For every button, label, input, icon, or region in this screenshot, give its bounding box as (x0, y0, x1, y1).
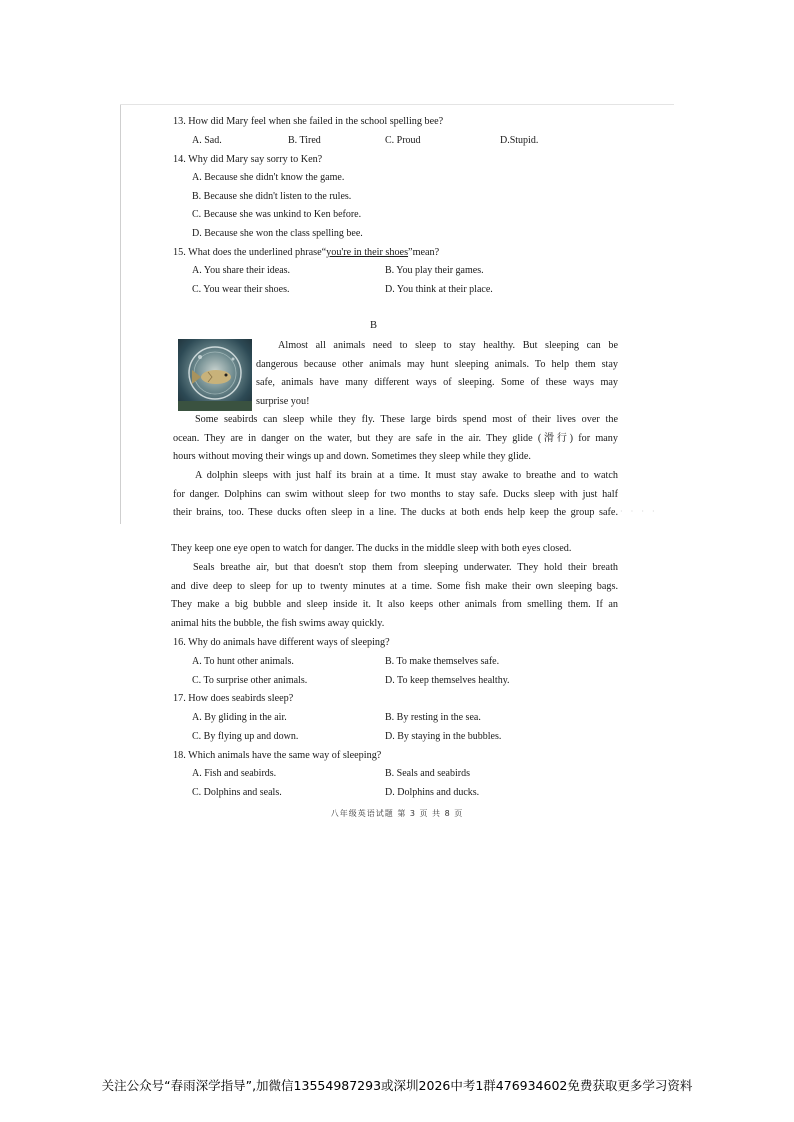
p4-line-3: They make a big bubble and sleep inside it. It also keeps other animals from smelling them. If an (171, 599, 618, 611)
p3-line-1: A dolphin sleeps with just half its brain at a time. It must stay awake to breathe and to watch (195, 470, 618, 481)
q16-option-c: C. To surprise other animals. (192, 675, 308, 686)
q13-option-a: A. Sad. (192, 135, 222, 146)
passage-paragraph-4 (171, 559, 618, 633)
question-18-stem: 18. Which animals have the same way of sleeping? (173, 750, 382, 761)
q18-option-b: B. Seals and seabirds (385, 768, 470, 779)
page-footer: 八年级英语试题 第 3 页 共 8 页 (330, 809, 464, 818)
q18-option-a: A. Fish and seabirds. (192, 768, 277, 779)
scan-noise: · · · · (620, 507, 658, 516)
passage-paragraph-3-continued (171, 540, 616, 559)
q15-option-a: A. You share their ideas. (192, 265, 291, 276)
q15-stem-post: ”mean? (408, 247, 440, 258)
question-16-stem: 16. Why do animals have different ways of sleeping? (173, 637, 390, 648)
p2-line-2: ocean. They are in danger on the water, but they are safe in the air. They glide (滑行) for many (173, 432, 618, 444)
q14-option-b: B. Because she didn't listen to the rules. (192, 191, 352, 202)
passage-paragraph-2 (173, 411, 618, 467)
q16-option-d: D. To keep themselves healthy. (385, 675, 510, 686)
q15-option-c: C. You wear their shoes. (192, 284, 290, 295)
p1-line-3: safe, animals have many different ways of sleeping. Some of these ways may (256, 377, 618, 389)
q15-underlined-phrase: you're in their shoes (326, 247, 409, 258)
q15-stem-pre: 15. What does the underlined phrase“ (173, 247, 327, 258)
question-14-stem: 14. Why did Mary say sorry to Ken? (173, 154, 323, 165)
question-15-stem (173, 247, 439, 259)
q17-option-a: A. By gliding in the air. (192, 712, 287, 723)
fish-in-bubble-image (178, 339, 252, 411)
q14-option-a: A. Because she didn't know the game. (192, 172, 345, 183)
q18-option-d: D. Dolphins and ducks. (385, 787, 480, 798)
q13-option-d: D.Stupid. (500, 135, 539, 146)
p4-line-2: and dive deep to sleep for up to twenty minutes at a time. Some fish make their own sleeping bags. (171, 580, 618, 592)
passage-paragraph-3 (173, 467, 618, 523)
q13-option-b: B. Tired (288, 135, 321, 146)
p4-line-1: Seals breathe air, but that doesn't stop them from sleeping underwater. They hold their breath (193, 562, 618, 573)
fish-bubble-illustration (178, 339, 252, 411)
scan-edge-left (120, 104, 121, 524)
question-17-stem: 17. How does seabirds sleep? (173, 693, 294, 704)
p1-line-1: Almost all animals need to sleep to stay healthy. But sleeping can be (278, 340, 618, 351)
question-13-stem: 13. How did Mary feel when she failed in the school spelling bee? (173, 116, 444, 127)
q17-option-b: B. By resting in the sea. (385, 712, 481, 723)
q18-option-c: C. Dolphins and seals. (192, 787, 282, 798)
q13-option-c: C. Proud (385, 135, 421, 146)
p2-line-1: Some seabirds can sleep while they fly. These large birds spend most of their lives over the (195, 414, 618, 425)
q14-option-d: D. Because she won the class spelling bee. (192, 228, 363, 239)
q15-option-b: B. You play their games. (385, 265, 484, 276)
passage-paragraph-1 (256, 337, 618, 411)
q17-option-d: D. By staying in the bubbles. (385, 731, 502, 742)
q15-option-d: D. You think at their place. (385, 284, 493, 295)
q17-option-c: C. By flying up and down. (192, 731, 299, 742)
p3-line-3: their brains, too. These ducks often sleep in a line. The ducks at both ends help keep the group safe. (173, 507, 618, 519)
q16-option-a: A. To hunt other animals. (192, 656, 294, 667)
p4-line-4: animal hits the bubble, the fish swims away quickly. (171, 617, 385, 629)
scan-edge-top (120, 104, 674, 105)
q16-option-b: B. To make themselves safe. (385, 656, 500, 667)
promo-banner: 关注公众号“春雨深学指导”,加微信13554987293或深圳2026中考1群476934602免费获取更多学习资料 (101, 1078, 693, 1093)
p2-line-3: hours without moving their wings up and down. Sometimes they sleep while they glide. (173, 451, 531, 463)
p1-line-4: surprise you! (256, 395, 310, 407)
q14-option-c: C. Because she was unkind to Ken before. (192, 209, 362, 220)
section-b-title: B (370, 320, 378, 331)
p1-line-2: dangerous because other animals may hunt sleeping animals. To help them stay (256, 358, 618, 370)
p3-line-2: for danger. Dolphins can swim without sleep for two months to stay safe. Ducks sleep with just half (173, 488, 618, 500)
p3-line-4: They keep one eye open to watch for danger. The ducks in the middle sleep with both eyes closed. (171, 543, 572, 554)
